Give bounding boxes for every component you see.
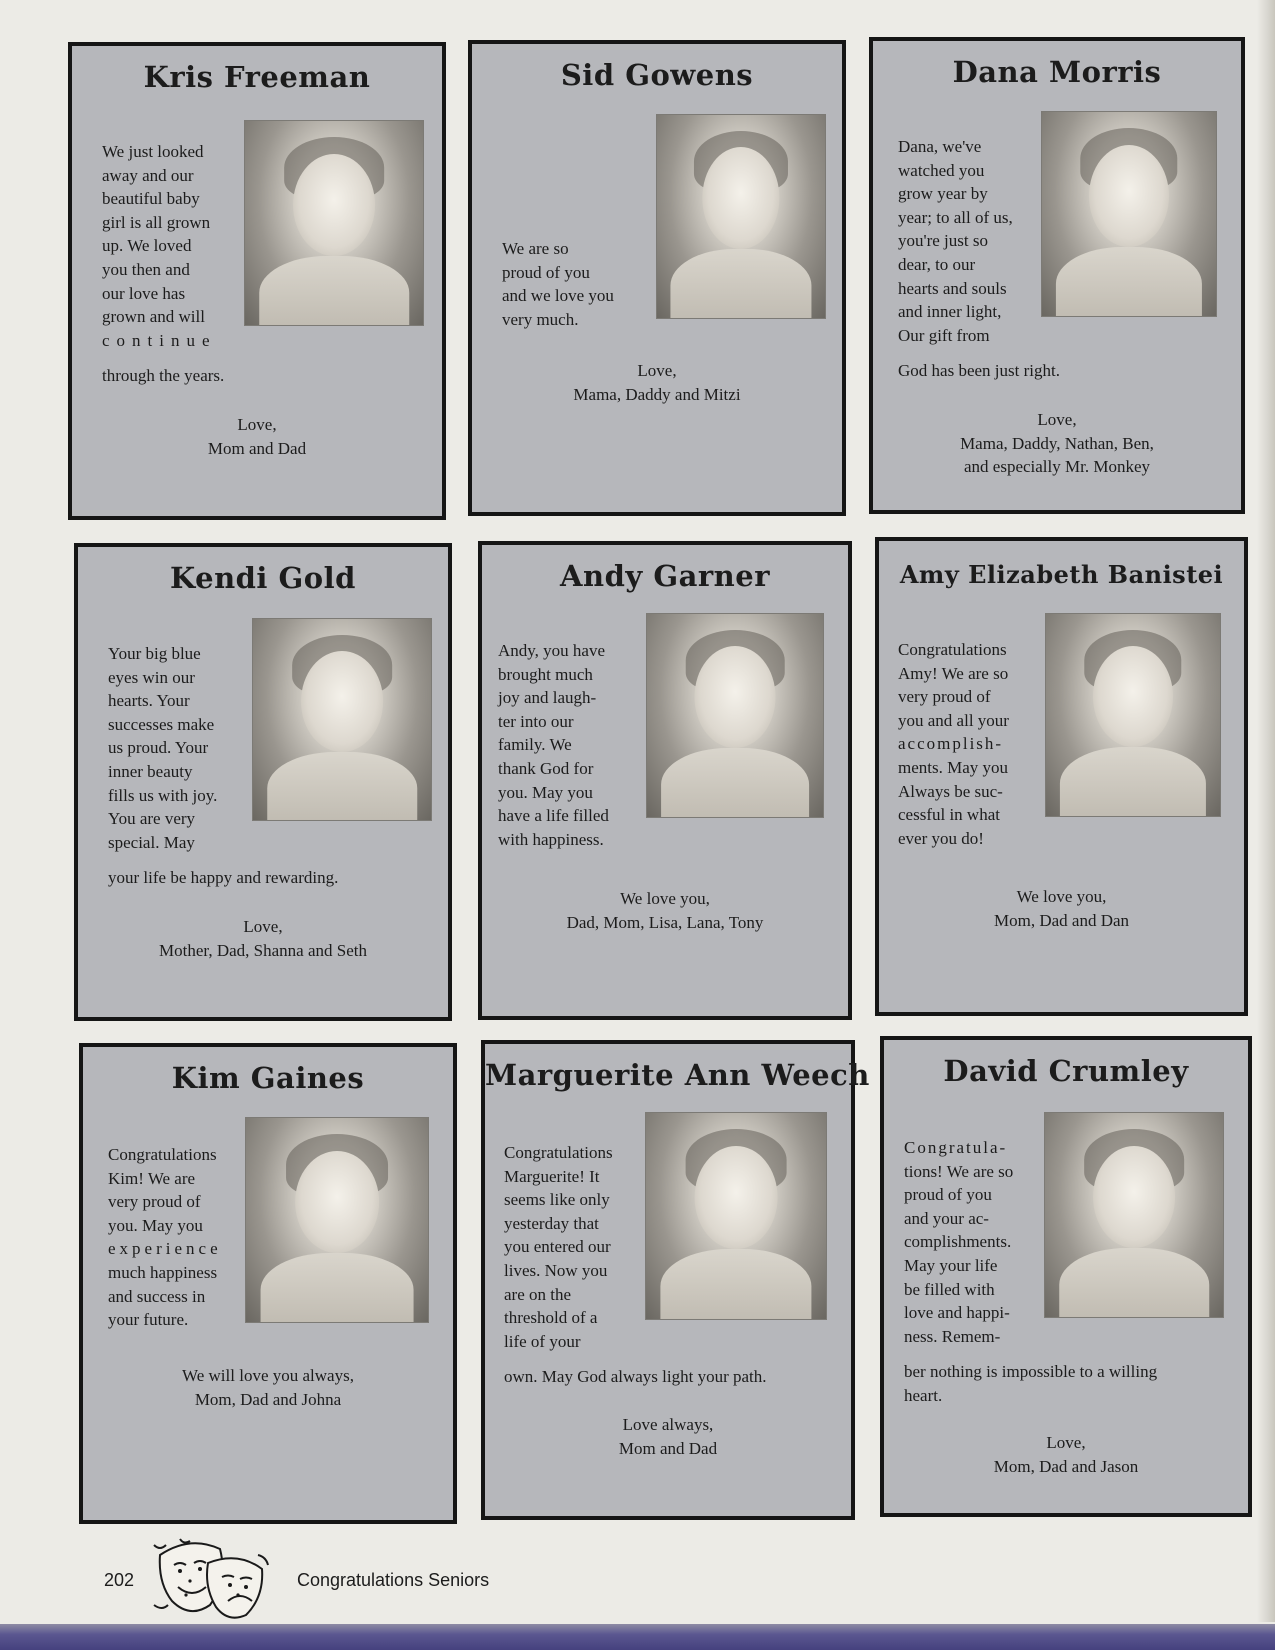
ad-kris-freeman xyxy=(68,42,446,520)
ad-sid-gowens xyxy=(468,40,846,516)
ad-message: Andy, you have brought much joy and laugh- ter into our family. We thank God for you. May you have a life filled with happiness. xyxy=(498,641,609,849)
ad-signature: Love, Mama, Daddy, Nathan, Ben, and especially Mr. Monkey xyxy=(960,410,1154,477)
ad-name: Andy Garner xyxy=(560,559,770,593)
theatre-masks-icon xyxy=(150,1535,275,1625)
page-bottom-edge xyxy=(0,1624,1275,1650)
ad-signature: Love, Mama, Daddy and Mitzi xyxy=(573,361,741,404)
ad-signature: We will love you always, Mom, Dad and Johna xyxy=(182,1366,354,1409)
baby-photo xyxy=(645,1112,827,1320)
baby-photo xyxy=(245,1117,429,1323)
ad-andy-garner xyxy=(478,541,852,1020)
ad-message-wide: God has been just right. xyxy=(898,361,1060,380)
ad-message: Your big blue eyes win our hearts. Your successes make us proud. Your inner beauty fills us with joy. You are very special. May xyxy=(108,644,218,852)
ad-name: Sid Gowens xyxy=(560,58,754,92)
ad-name: Kendi Gold xyxy=(170,561,356,595)
ad-name: Kris Freeman xyxy=(143,60,371,94)
ad-message: Dana, we've watched you grow year by year; to all of us, you're just so dear, to our hearts and souls and inner light, Our gift from xyxy=(898,137,1013,345)
ad-name: David Crumley xyxy=(943,1054,1189,1088)
baby-photo xyxy=(1041,111,1217,317)
baby-photo xyxy=(244,120,424,326)
ad-signature: Love, Mom and Dad xyxy=(207,415,307,458)
ad-marguerite-weech xyxy=(481,1040,870,1520)
baby-photo xyxy=(1045,613,1221,817)
ad-kim-gaines xyxy=(79,1043,457,1524)
baby-photo xyxy=(252,618,432,821)
ad-message: Congratulations Kim! We are very proud of you. May you experience much happiness and success in your future. xyxy=(108,1145,222,1330)
ad-message: We are so proud of you and we love you very much. xyxy=(502,239,614,329)
baby-photo xyxy=(656,114,826,319)
baby-photo xyxy=(646,613,824,818)
ad-signature: Love, Mother, Dad, Shanna and Seth xyxy=(158,917,367,960)
ad-name: Amy Elizabeth Banistei xyxy=(899,560,1224,589)
ad-message: Congratulations Amy! We are so very proud of you and all your accomplish- ments. May you Always be suc- cessful in what ever you do! xyxy=(898,640,1009,848)
page-number: 202 xyxy=(104,1570,135,1590)
ad-name: Dana Morris xyxy=(952,55,1162,89)
section-title: Congratulations Seniors xyxy=(297,1570,490,1590)
ad-signature: Love, Mom, Dad and Jason xyxy=(993,1433,1139,1476)
ad-message-wide: through the years. xyxy=(102,366,225,385)
page-edge-shadow xyxy=(1257,0,1275,1622)
ad-amy-banister xyxy=(875,537,1248,1016)
ad-message-wide-2: heart. xyxy=(904,1386,943,1405)
ad-david-crumley xyxy=(880,1036,1252,1517)
ad-message: Congratulations Marguerite! It seems like only yesterday that you entered our lives. Now you are on the threshold of a life of your xyxy=(504,1143,613,1351)
baby-photo xyxy=(1044,1112,1224,1318)
ad-message-wide: ber nothing is impossible to a willing xyxy=(904,1362,1158,1381)
ad-signature: We love you, Dad, Mom, Lisa, Lana, Tony xyxy=(566,889,764,932)
ad-name: Kim Gaines xyxy=(171,1061,365,1095)
ad-dana-morris xyxy=(869,37,1245,514)
ad-message-wide: own. May God always light your path. xyxy=(504,1367,767,1386)
ad-message-wide: your life be happy and rewarding. xyxy=(108,868,339,887)
ad-message: We just looked away and our beautiful baby girl is all grown up. We loved you then and our love has grown and will continue xyxy=(102,142,217,350)
ad-signature: Love always, Mom and Dad xyxy=(618,1415,718,1458)
ad-name: Marguerite Ann Weech xyxy=(485,1058,870,1092)
ad-kendi-gold xyxy=(74,543,452,1021)
ad-message: Congratula- tions! We are so proud of you and your ac- complishments. May your life be filled with love and happi- ness. Remem- xyxy=(904,1138,1014,1346)
ad-signature: We love you, Mom, Dad and Dan xyxy=(993,887,1130,930)
